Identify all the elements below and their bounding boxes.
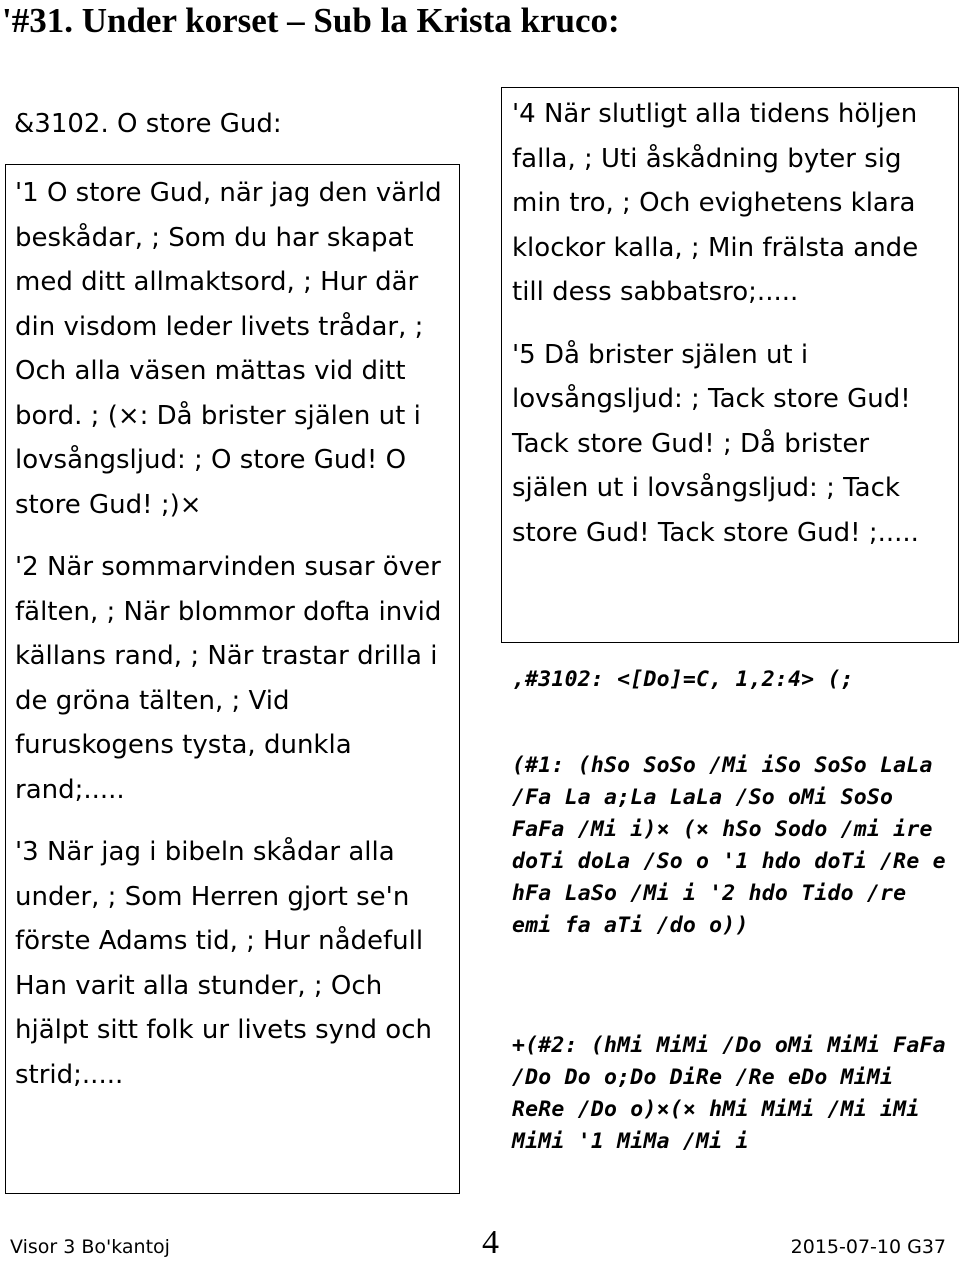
verse-3: '3 När jag i bibeln skådar alla under, ; Som Herren gjort se'n förste Adams tid, ; Hur nådefull Han varit alla stunder, ; Och hjälpt sitt folk ur livets synd och strid;..... (15, 837, 432, 1090)
left-verse-box (5, 164, 460, 1194)
page-title: '#31. Under korset – Sub la Krista kruco: (2, 1, 620, 40)
footer-collection: Visor 3 Bo'kantoj (10, 1236, 170, 1258)
verse-1: '1 O store Gud, när jag den värld beskådar, ; Som du har skapat med ditt allmaktsord, ; Hur där din visdom leder livets trådar, ; Och alla väsen mättas vid ditt bord. ; (×: Då brister själen ut i lovsångsljud: ; O store Gud! O store Gud! ;)× (15, 178, 442, 520)
page-number: 4 (482, 1224, 499, 1261)
melody-subtitle: &3102. O store Gud: (14, 109, 282, 139)
notation-header: ,#3102: <[Do]=C, 1,2:4> (; (512, 667, 854, 692)
notation-part-2: +(#2: (hMi MiMi /Do oMi MiMi FaFa /Do Do o;Do DiRe /Re eDo MiMi ReRe /Do o)×(× hMi MiMi /Mi iMi MiMi '1 MiMa /Mi i (512, 1033, 946, 1154)
verse-5: '5 Då brister själen ut i lovsångsljud: ; Tack store Gud! Tack store Gud! ; Då brister själen ut i lovsångsljud: ; Tack store Gud! Tack store Gud! ;..... (512, 339, 919, 548)
verse-4: '4 När slutligt alla tidens höljen falla, ; Uti åskådning byter sig min tro, ; Och evighetens klara klockor kalla, ; Min frälsta ande till dess sabbatsro;..... (512, 99, 919, 307)
footer-date: 2015-07-10 G37 (790, 1236, 946, 1258)
right-verse-box (501, 87, 959, 643)
verse-2: '2 När sommarvinden susar över fälten, ; När blommor dofta invid källans rand, ; När trastar drilla i de gröna tälten, ; Vid furuskogens tysta, dunkla rand;..... (15, 552, 442, 805)
notation-part-1: (#1: (hSo SoSo /Mi iSo SoSo LaLa /Fa La a;La LaLa /So oMi SoSo FaFa /Mi i)× (× hSo Sodo /mi ire doTi doLa /So o '1 hdo doTi /Re e hFa LaSo /Mi i '2 hdo Tido /re emi fa aTi /do o)) (512, 753, 946, 938)
